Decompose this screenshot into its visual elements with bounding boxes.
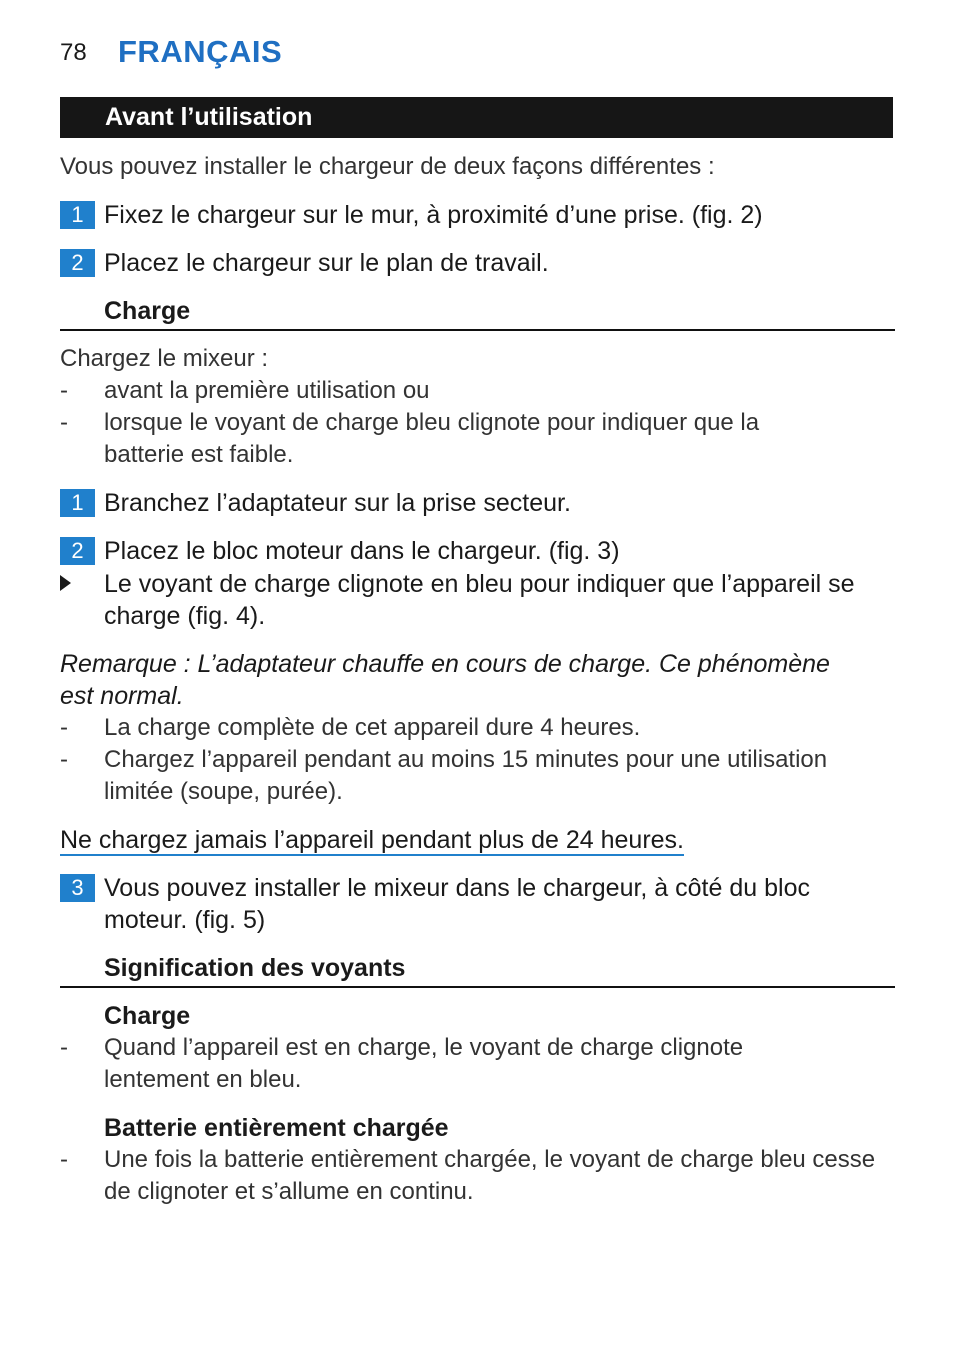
bullet-text: avant la première utilisation ou [104, 377, 430, 404]
warning-text [60, 824, 684, 856]
step-text: Fixez le chargeur sur le mur, à proximité d’une prise. (fig. 2) [104, 201, 763, 229]
step-text: Branchez l’adaptateur sur la prise secteur. [104, 489, 571, 517]
charge-intro: Chargez le mixeur : [60, 345, 269, 372]
step-text: Placez le bloc moteur dans le chargeur. (fig. 3) [104, 537, 620, 565]
step-number-badge: 2 [60, 537, 95, 565]
bullet-text: Chargez l’appareil pendant au moins 15 minutes pour une utilisation limitée (soupe, purée). [104, 746, 828, 805]
charge-heading: Charge [104, 297, 191, 325]
bullet-text: Quand l’appareil est en charge, le voyant de charge clignote lentement en bleu. [104, 1034, 744, 1093]
section-divider [60, 329, 895, 331]
bullet-dash: - [60, 377, 68, 404]
bullet-text: lorsque le voyant de charge bleu clignote pour indiquer que la batterie est faible. [104, 409, 760, 468]
step-number-badge: 2 [60, 249, 95, 277]
page-number: 78 [60, 39, 87, 66]
intro-text: Vous pouvez installer le chargeur de deux façons différentes : [60, 153, 715, 180]
step-text: Vous pouvez installer le mixeur dans le chargeur, à côté du bloc moteur. (fig. 5) [104, 874, 810, 934]
result-text: Le voyant de charge clignote en bleu pour indiquer que l’appareil se charge (fig. 4). [104, 570, 855, 630]
full-battery-subheading: Batterie entièrement chargée [104, 1114, 449, 1142]
step-number-badge: 3 [60, 874, 95, 902]
section-banner [60, 97, 893, 138]
result-arrow-icon [60, 575, 71, 591]
bullet-dash: - [60, 409, 68, 436]
bullet-dash: - [60, 714, 68, 741]
bullet-dash: - [60, 1034, 68, 1061]
step-text: Placez le chargeur sur le plan de travail. [104, 249, 549, 277]
bullet-text: La charge complète de cet appareil dure 4 heures. [104, 714, 641, 741]
bullet-dash: - [60, 746, 68, 773]
note-text: Remarque : L’adaptateur chauffe en cours de charge. Ce phénomène est normal. [60, 650, 830, 710]
step-number-badge: 1 [60, 489, 95, 517]
language-title: FRANÇAIS [118, 34, 283, 69]
section-banner-title: Avant l’utilisation [105, 103, 313, 131]
bullet-text: Une fois la batterie entièrement chargée, le voyant de charge bleu cesse de clignoter et s’allume en continu. [104, 1146, 876, 1205]
indicators-heading: Signification des voyants [104, 954, 406, 982]
bullet-dash: - [60, 1146, 68, 1173]
charge-subheading: Charge [104, 1002, 191, 1030]
warning-text-underlined: Ne chargez jamais l’appareil pendant plus de 24 heures. [60, 826, 684, 854]
step-number-badge: 1 [60, 201, 95, 229]
section-divider [60, 986, 895, 988]
